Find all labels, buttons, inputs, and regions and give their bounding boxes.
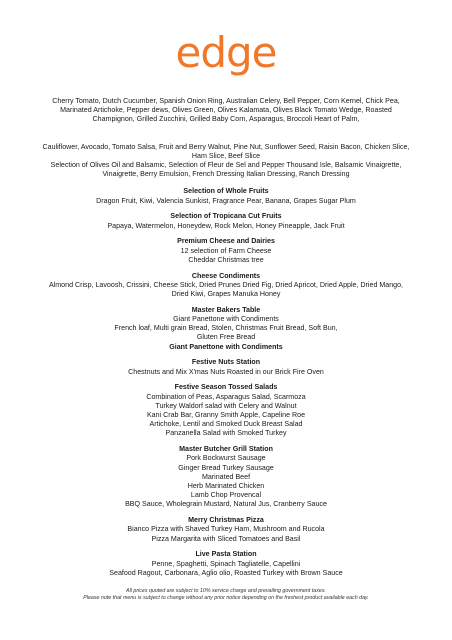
section-title: Selection of Tropicana Cut Fruits: [170, 212, 282, 221]
section-line: 12 selection of Farm Cheese: [180, 246, 272, 255]
section-line: Seafood Ragout, Carbonara, Aglio olio, Roasted Turkey with Brown Sauce: [109, 568, 343, 577]
section-title: Master Butcher Grill Station: [179, 445, 273, 454]
section-line: Ginger Bread Turkey Sausage: [178, 463, 274, 472]
intro-block-2: [14, 143, 438, 180]
footer-line: All prices quoted are subject to 10% service charge and prevailing government taxes.: [126, 588, 326, 594]
intro-line: Cherry Tomato, Dutch Cucumber, Spanish Onion Ring, Australian Celery, Bell Pepper, Corn Kernel, Chick Pea,: [52, 97, 400, 105]
section-title: Selection of Whole Fruits: [183, 187, 269, 196]
section-line: Bianco Pizza with Shaved Turkey Ham, Mushroom and Rucola: [127, 525, 325, 534]
intro-line: Vinaigrette, Berry Emulsion, French Dressing Italian Dressing, Ranch Dressing: [102, 170, 350, 179]
brand-logo: edge: [175, 28, 277, 77]
section-title: Merry Christmas Pizza: [188, 516, 264, 525]
section-title: Premium Cheese and Dairies: [177, 237, 275, 246]
intro-block-1: [14, 97, 438, 125]
section-christmas-pizza: [14, 516, 438, 544]
section-title: Cheese Condiments: [191, 271, 261, 280]
section-cheese-condiments: [14, 272, 438, 300]
intro-line: Champignon, Grilled Zucchini, Grilled Baby Corn, Asparagus, Broccoli Heart of Palm,: [92, 115, 360, 124]
menu-content: [14, 97, 438, 585]
section-line: Marinated Beef: [201, 472, 251, 481]
section-line: Panzanella Salad with Smoked Turkey: [165, 429, 287, 438]
section-grill-station: [14, 445, 438, 509]
section-line: French loaf, Multi grain Bread, Stolen, Christmas Fruit Bread, Soft Bun,: [114, 324, 338, 333]
footer-line: Please note that menu is subject to change without any prior notice depending on the freshest product available each day.: [83, 595, 369, 602]
section-line: Dragon Fruit, Kiwi, Valencia Sunkist, Fragrance Pear, Banana, Grapes Sugar Plum: [96, 196, 356, 205]
section-title: Live Pasta Station: [195, 550, 257, 559]
section-line: Giant Panettone with Condiments: [173, 315, 279, 324]
intro-line: Cauliflower, Avocado, Tomato Salsa, Fruit and Berry Walnut, Pine Nut, Sunflower Seed, Raisin Bacon, Chicken Slice,: [42, 142, 410, 151]
intro-line: Ham Slice, Beef Slice: [191, 151, 261, 160]
section-line: Pork Bockwurst Sausage: [186, 454, 266, 463]
intro-line: Marinated Artichoke, Pepper dews, Olives Green, Olives Kalamata, Olives Black Tomato Wedge, Roasted: [60, 106, 392, 115]
section-cut-fruits: [14, 212, 438, 230]
section-whole-fruits: [14, 187, 438, 205]
section-line: Almond Crisp, Lavoosh, Crissini, Cheese Stick, Dried Prunes Dried Fig, Dried Apricot, Dried Apple, Dried Mango,: [48, 280, 404, 289]
section-line: Penne, Spaghetti, Spinach Tagliatelle, Capellini: [151, 559, 301, 568]
section-subtitle: Giant Panettone with Condiments: [169, 342, 283, 351]
section-line: Herb Marinated Chicken: [187, 482, 265, 491]
section-pasta-station: [14, 550, 438, 578]
section-line: Chestnuts and Mix X'mas Nuts Roasted in our Brick Fire Oven: [128, 367, 324, 376]
section-line: Dried Kiwi, Grapes Manuka Honey: [171, 290, 281, 299]
intro-line: Selection of Olives Oil and Balsamic, Selection of Fleur de Sel and Pepper Thousand Isle, Balsamic Vinaigrette,: [50, 161, 402, 170]
footer-notes: [0, 588, 452, 603]
section-line: Artichoke, Lentil and Smoked Duck Breast Salad: [149, 420, 303, 429]
section-line: Kani Crab Bar, Granny Smith Apple, Capeline Roe: [146, 411, 306, 420]
section-title: Master Bakers Table: [191, 305, 261, 314]
section-line: Papaya, Watermelon, Honeydew, Rock Melon, Honey Pineapple, Jack Fruit: [107, 221, 345, 230]
section-line: BBQ Sauce, Wholegrain Mustard, Natural Jus, Cranberry Sauce: [125, 500, 327, 509]
section-line: Turkey Waldorf salad with Celery and Walnut: [155, 401, 297, 410]
section-line: Gluten Free Bread: [196, 333, 256, 342]
section-line: Lamb Chop Provencal: [190, 491, 262, 500]
section-title: Festive Nuts Station: [191, 358, 261, 367]
section-bakers-table: [14, 306, 438, 352]
section-line: Combination of Peas, Asparagus Salad, Scarmoza: [146, 392, 306, 401]
section-cheese-dairies: [14, 237, 438, 265]
section-title: Festive Season Tossed Salads: [174, 383, 278, 392]
section-tossed-salads: [14, 383, 438, 438]
section-line: Pizza Margarita with Sliced Tomatoes and Basil: [151, 534, 301, 543]
section-line: Cheddar Christmas tree: [188, 255, 264, 264]
section-nuts-station: [14, 358, 438, 376]
